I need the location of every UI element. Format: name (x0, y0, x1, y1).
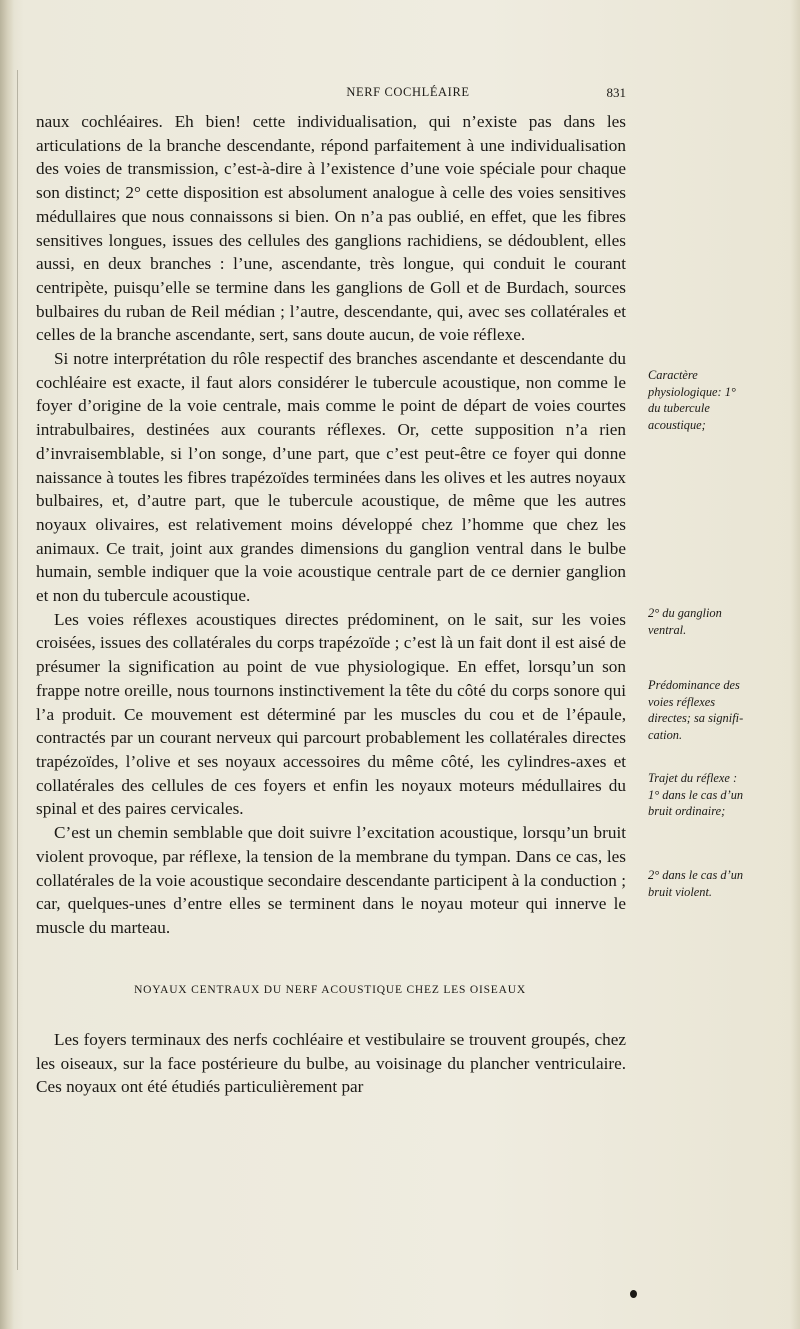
paragraph-4: C’est un chemin semblable que doit suivre l’excitation acoustique, lorsqu’un bruit violent provoque, par réflexe, la tension de la membrane du tympan. Dans ce cas, les collatérales de la voie acoustique secondaire descendante participent à la conduction ; car, quelques-unes d’entre elles se terminent dans le noyau moteur qui innerve le muscle du marteau. (36, 823, 626, 937)
ink-spot (630, 1290, 637, 1298)
paragraph-3: Les voies réflexes acoustiques directes prédominent, on le sait, sur les voies croisées, issues des collatérales du corps trapézoïde ; c’est là un fait dont il est aisé de présumer la signification au point de vue physiologique. En effet, lorsqu’un son frappe notre oreille, nous tournons instinctivement la tête du côté du corps sonore qui l’a produit. Ce mouvement est déterminé par les muscles du cou et de l’épaule, contractés par un courant nerveux qui parcourt probablement les collatérales directes trapézoïdes, l’olive et ses noyaux accessoires du même côté, les cylindres-axes et collatérales des cellules de ces foyers et enfin les noyaux moteurs médullaires du spinal et des paires cervicales. (36, 609, 626, 819)
gutter-rule (17, 70, 18, 1270)
main-text-block (36, 110, 626, 940)
running-head: NERF COCHLÉAIRE (346, 85, 470, 99)
page-number: 831 (606, 85, 626, 100)
paragraph-1: naux cochléaires. Eh bien! cette individualisation, qui n’existe pas dans les articulations de la branche descendante, répond parfaitement à une individualisation des voies de transmission, c’est-à-dire à l’existence d’une voie spéciale pour chaque son distinct; 2° cette disposition est absolument analogue à celle des voies sensitives médullaires que nous connaissons si bien. On n’a pas oublié, en effet, que les fibres sensitives longues, issues des cellules des ganglions rachidiens, se dédoublent, elles aussi, en deux branches : l’une, ascendante, très longue, qui conduit le courant centripète, puisqu’elle se termine dans les ganglions de Goll et de Burdach, sources bulbaires du ruban de Reil médian ; l’autre, descendante, qui, avec ses collatérales et celles de la branche ascendante, sert, sans doute aucun, de voie réflexe. (36, 112, 626, 345)
paragraph-2: Si notre interprétation du rôle respectif des branches ascendante et descendante du cochléaire est exacte, il faut alors considérer le tubercule acoustique, non comme le foyer d’origine de la voie centrale, mais comme le point de départ de voies courtes intrabulbaires, destinées aux courants réflexes. Or, cette supposition n’a rien d’invraisemblable, si l’on songe, d’une part, que c’est peut-être ce foyer qui donne naissance à toutes les fibres trapézoïdes terminées dans les olives et les autres noyaux bulbaires, et, d’autre part, que le tubercule acoustique, de même que les autres noyaux olivaires, est relativement moins développé chez l’homme que chez les animaux. Ce trait, joint aux grandes dimensions du ganglion ventral dans le bulbe humain, semble indiquer que la voie acoustique centrale part de ce dernier ganglion et non du tubercule acoustique. (36, 349, 626, 606)
margin-note-reflex-path-violent: 2° dans le cas d’un bruit violent. (648, 868, 744, 899)
page-edge-shadow (790, 0, 800, 1329)
margin-note-ventral-ganglion: 2° du ganglion ventral. (648, 606, 722, 637)
page-gutter-shadow (0, 0, 14, 1329)
margin-note-reflex-path-ordinary: Trajet du réflexe : 1° dans le cas d’un bruit ordinaire; (648, 771, 744, 819)
section-text-block (36, 1028, 626, 1099)
margin-note-reflex-predominance: Prédominance des voies réflexes directes; sa signification. (648, 678, 744, 742)
section-heading: NOYAUX CENTRAUX DU NERF ACOUSTIQUE CHEZ LES OISEAUX (134, 984, 526, 996)
section-paragraph: Les foyers terminaux des nerfs cochléaire et vestibulaire se trouvent groupés, chez les oiseaux, sur la face postérieure du bulbe, au voisinage du plancher ventriculaire. Ces noyaux ont été étudiés particulièrement par (36, 1030, 626, 1097)
margin-note-physiological-character: Caractère physiologique: 1° du tubercule acoustique; (648, 368, 736, 432)
